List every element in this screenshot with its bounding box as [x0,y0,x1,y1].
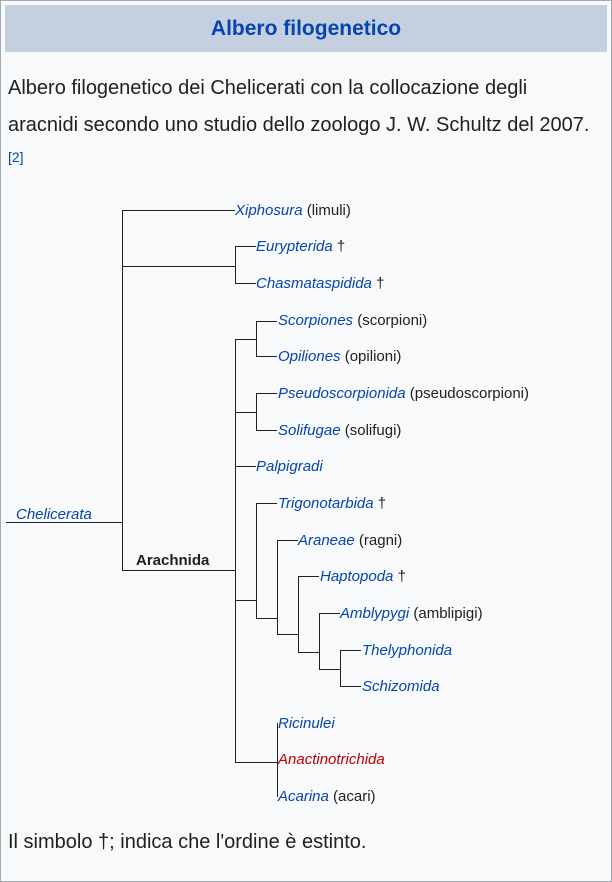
schizomida-link[interactable]: Schizomida [362,678,440,695]
eurypterida-link[interactable]: Eurypterida [256,238,333,255]
node-chasmataspidida [256,275,384,293]
extinct-mark: † [377,495,387,512]
node-schizomida [362,678,440,696]
solifugae-link[interactable]: Solifugae [278,422,341,439]
node-scorpiones [278,312,427,330]
amblypygi-common: (amblipigi) [413,605,483,622]
node-acarina [278,788,376,806]
chelicerata-link[interactable]: Chelicerata [16,506,92,523]
ricinulei-link[interactable]: Ricinulei [278,715,335,732]
xiphosura-link[interactable]: Xiphosura [235,202,303,219]
scorpiones-link[interactable]: Scorpiones [278,312,354,329]
scorpiones-common: (scorpioni) [357,312,428,329]
acarina-common: (acari) [333,788,376,805]
pseudoscorpionida-link[interactable]: Pseudoscorpionida [278,385,406,402]
pseudoscorpionida-common: (pseudoscorpioni) [409,385,529,402]
node-chelicerata[interactable] [16,506,92,524]
reference-link[interactable]: [2] [8,149,24,165]
solifugae-common: (solifugi) [344,422,402,439]
trigonotarbida-link[interactable]: Trigonotarbida [278,495,374,512]
acarina-link[interactable]: Acarina [278,788,329,805]
extinct-mark: † [336,238,346,255]
arachnida-label: Arachnida [136,552,210,569]
araneae-link[interactable]: Araneae [298,532,355,549]
node-araneae [298,532,402,550]
haptopoda-link[interactable]: Haptopoda [320,568,394,585]
node-trigonotarbida [278,495,386,513]
opiliones-common: (opilioni) [344,348,402,365]
node-haptopoda [320,568,406,586]
clade-label-arachnida [136,552,209,570]
infobox-title: Albero filogenetico [210,16,402,40]
node-anactinotrichida [278,751,385,769]
xiphosura-common: (limuli) [306,202,351,219]
node-pseudoscorpionida [278,385,529,403]
chasmataspidida-link[interactable]: Chasmataspidida [256,275,372,292]
thelyphonida-link[interactable]: Thelyphonida [362,642,453,659]
footer-note: Il simbolo †; indica che l'ordine è estinto. [8,831,367,853]
node-ricinulei [278,715,335,733]
node-amblypygi [340,605,483,623]
node-palpigradi [256,458,323,476]
extinct-mark: † [397,568,406,585]
node-eurypterida [256,238,345,256]
opiliones-link[interactable]: Opiliones [278,348,341,365]
araneae-common: (ragni) [358,532,403,549]
palpigradi-link[interactable]: Palpigradi [256,458,323,475]
extinct-mark: † [376,275,385,292]
node-solifugae [278,422,401,440]
node-opiliones [278,348,401,366]
caption-text: Albero filogenetico dei Chelicerati con la collocazione degli aracnidi secondo uno studio dello zoologo J. W. Schultz del 2007. [8,77,590,136]
anactinotrichida-link[interactable]: Anactinotrichida [278,751,385,768]
amblypygi-link[interactable]: Amblypygi [340,605,410,622]
node-xiphosura [235,202,351,220]
node-thelyphonida [362,642,452,660]
